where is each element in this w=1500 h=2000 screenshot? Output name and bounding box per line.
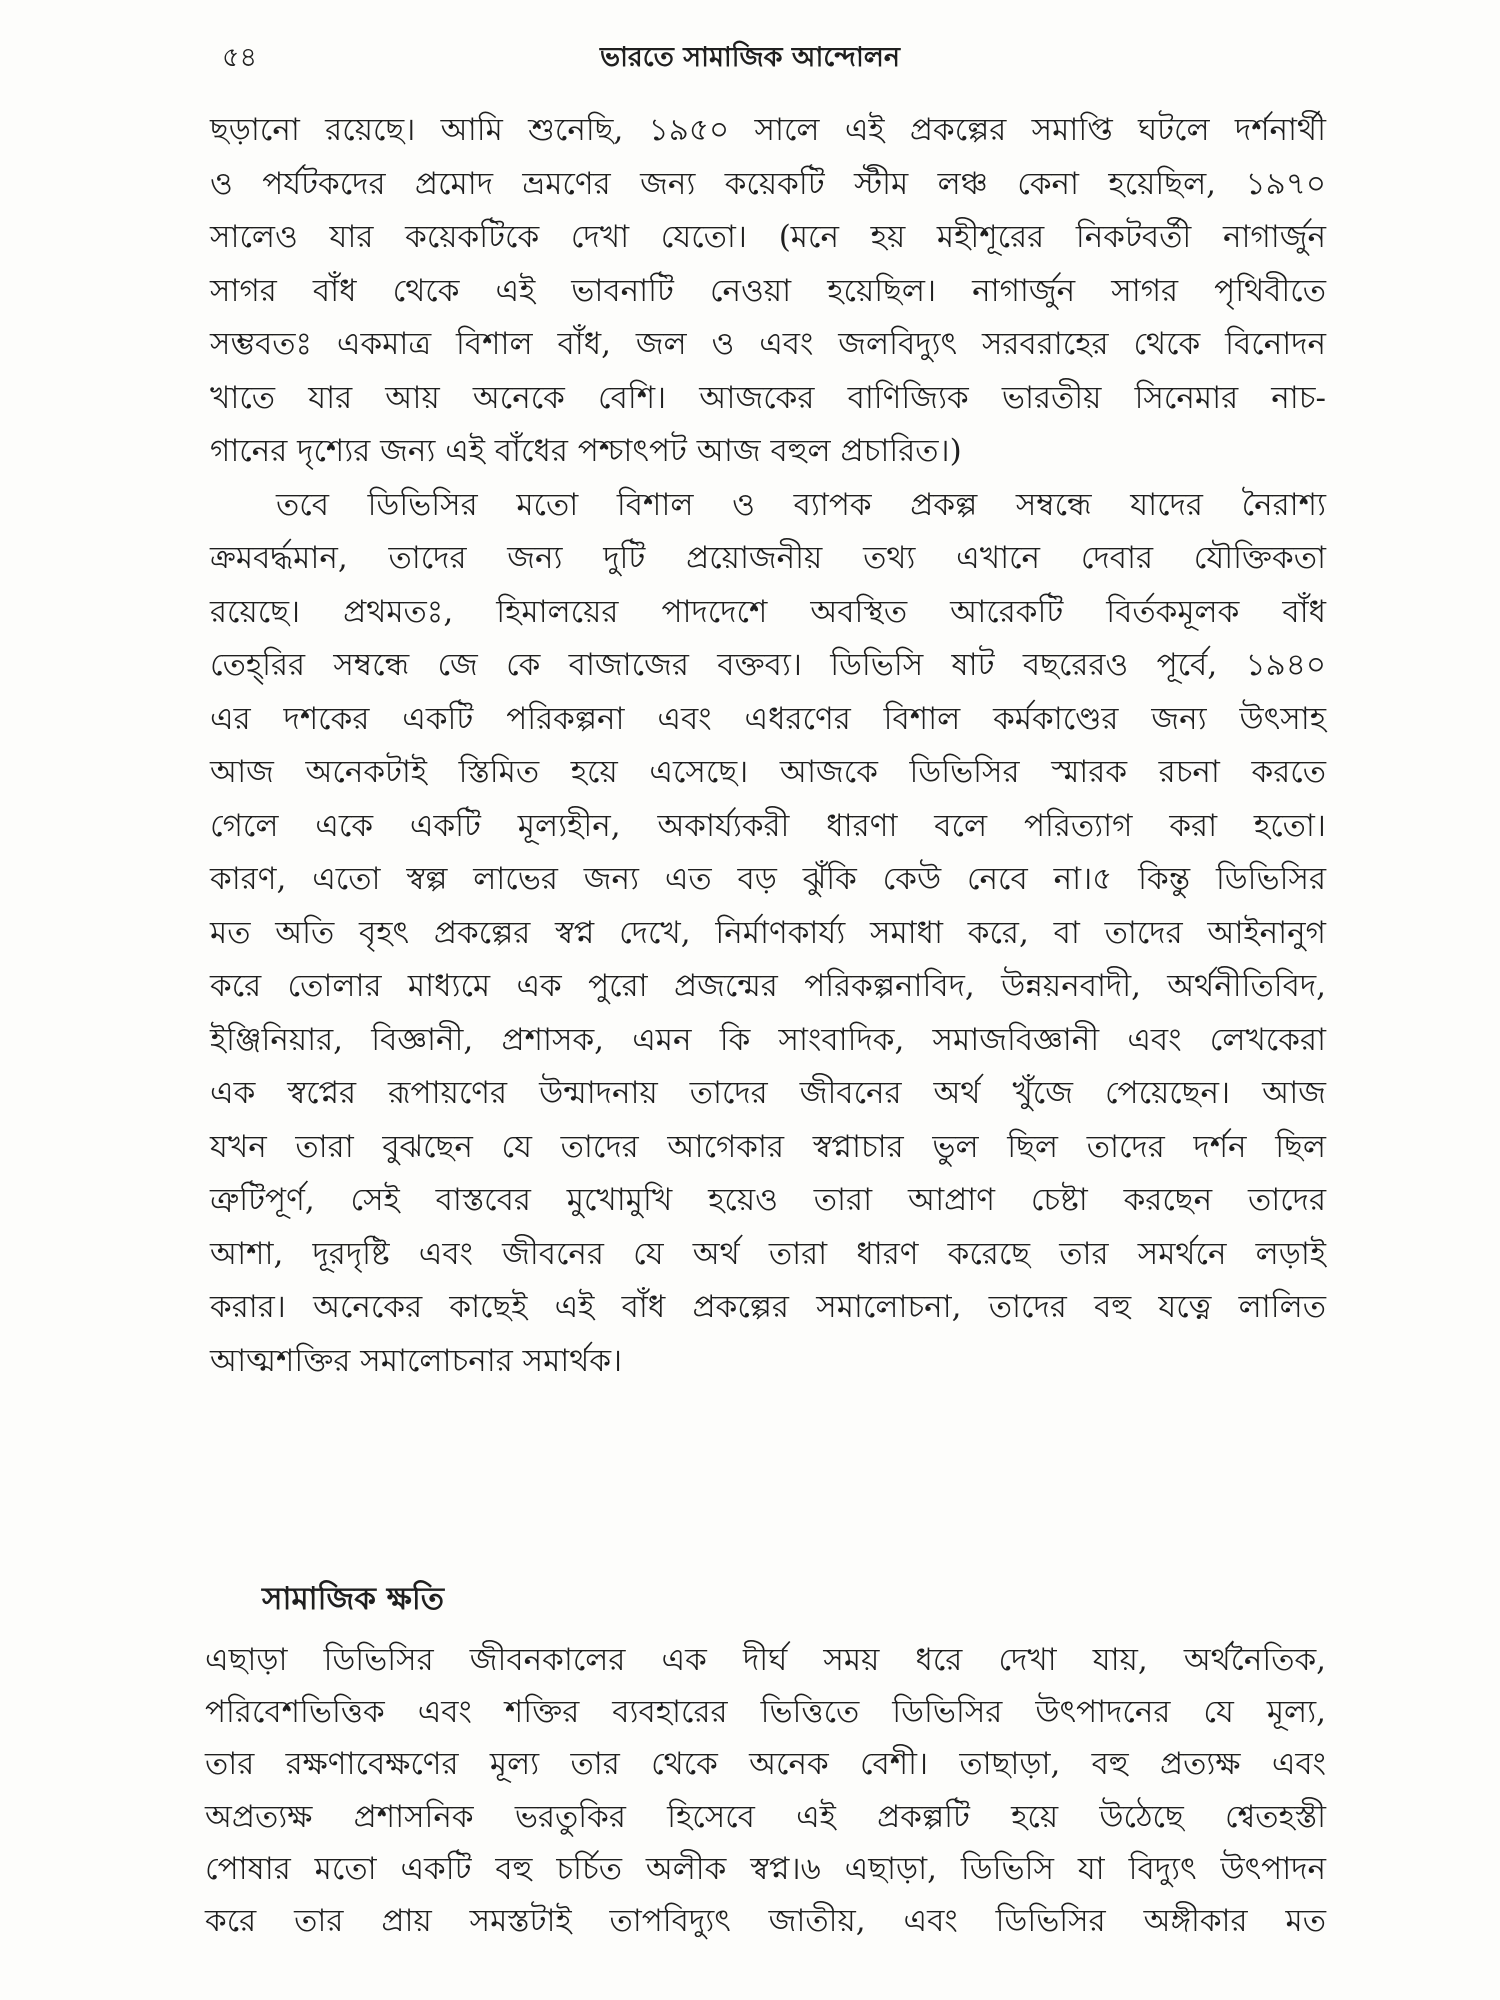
text-line: রয়েছে। প্রথমতঃ, হিমালয়ের পাদদেশে অবস্থিত আরেকটি বির্তকমূলক বাঁধ xyxy=(210,593,1326,630)
text-line: ত্রুটিপূর্ণ, সেই বাস্তবের মুখোমুখি হয়েও তারা আপ্রাণ চেষ্টা করছেন তাদের xyxy=(210,1182,1326,1218)
text-line: ক্রমবর্দ্ধমান, তাদের জন্য দুটি প্রয়োজনীয় তথ্য এখানে দেবার যৌক্তিকতা xyxy=(210,540,1326,576)
text-line: যখন তারা বুঝছেন যে তাদের আগেকার স্বপ্নাচার ভুল ছিল তাদের দর্শন ছিল xyxy=(210,1128,1326,1165)
section-paragraph xyxy=(205,1634,1326,1947)
text-line: তেহ্‌রির সম্বন্ধে জে কে বাজাজের বক্তব্য। ডিভিসি ষাট বছরেরও পূর্বে, ১৯৪০ xyxy=(210,647,1326,683)
text-line: ইঞ্জিনিয়ার, বিজ্ঞানী, প্রশাসক, এমন কি সাংবাদিক, সমাজবিজ্ঞানী এবং লেখকেরা xyxy=(210,1021,1326,1058)
text-line: আজ অনেকটাই স্তিমিত হয়ে এসেছে। আজকে ডিভিসির স্মারক রচনা করতে xyxy=(210,754,1326,790)
text-line: মত অতি বৃহৎ প্রকল্পের স্বপ্ন দেখে, নির্মাণকার্য্য সমাধা করে, বা তাদের আইনানুগ xyxy=(210,914,1326,951)
text-line: খাতে যার আয় অনেকে বেশি। আজকের বাণিজ্যিক ভারতীয় সিনেমার নাচ- xyxy=(210,379,1326,416)
text-line: সালেও যার কয়েকটিকে দেখা যেতো। (মনে হয় মহীশূরের নিকটবর্তী নাগার্জুন xyxy=(210,219,1326,255)
text-line: এক স্বপ্নের রূপায়ণের উন্মাদনায় তাদের জীবনের অর্থ খুঁজে পেয়েছেন। আজ xyxy=(210,1075,1326,1111)
text-line: পোষার মতো একটি বহু চর্চিত অলীক স্বপ্ন।৬ এছাড়া, ডিভিসি যা বিদ্যুৎ উৎপাদন xyxy=(205,1850,1326,1887)
text-line: তবে ডিভিসির মতো বিশাল ও ব্যাপক প্রকল্প সম্বন্ধে যাদের নৈরাশ্য xyxy=(276,486,1326,523)
text-line: করে তোলার মাধ্যমে এক পুরো প্রজন্মের পরিকল্পনাবিদ, উন্নয়নবাদী, অর্থনীতিবিদ, xyxy=(210,968,1326,1004)
page-number: ৫৪ xyxy=(222,42,258,73)
text-line: তার রক্ষণাবেক্ষণের মূল্য তার থেকে অনেক বেশী। তাছাড়া, বহু প্রত্যক্ষ এবং xyxy=(205,1746,1326,1783)
text-line: এর দশকের একটি পরিকল্পনা এবং এধরণের বিশাল কর্মকাণ্ডের জন্য উৎসাহ xyxy=(210,700,1326,737)
main-text xyxy=(210,104,1326,1388)
text-line: পরিবেশভিত্তিক এবং শক্তির ব্যবহারের ভিত্তিতে ডিভিসির উৎপাদনের যে মূল্য, xyxy=(205,1694,1326,1731)
running-title: ভারতে সামাজিক আন্দোলন xyxy=(599,42,901,73)
text-line: আত্মশক্তির সমালোচনার সমার্থক। xyxy=(210,1342,623,1379)
text-line: কারণ, এতো স্বল্প লাভের জন্য এত বড় ঝুঁকি কেউ নেবে না।৫ কিন্তু ডিভিসির xyxy=(210,861,1326,897)
text-line: সাগর বাঁধ থেকে এই ভাবনাটি নেওয়া হয়েছিল। নাগার্জুন সাগর পৃথিবীতে xyxy=(210,272,1326,309)
text-line: গেলে একে একটি মূল্যহীন, অকার্য্যকরী ধারণা বলে পরিত্যাগ করা হতো। xyxy=(210,807,1326,844)
text-line: ছড়ানো রয়েছে। আমি শুনেছি, ১৯৫০ সালে এই প্রকল্পের সমাপ্তি ঘটলে দর্শনার্থী xyxy=(210,112,1326,148)
text-line: অপ্রত্যক্ষ প্রশাসনিক ভরতুকির হিসেবে এই প্রকল্পটি হয়ে উঠেছে শ্বেতহস্তী xyxy=(205,1798,1326,1835)
text-line: আশা, দূরদৃষ্টি এবং জীবনের যে অর্থ তারা ধারণ করেছে তার সমর্থনে লড়াই xyxy=(210,1235,1326,1272)
text-line: গানের দৃশ্যের জন্য এই বাঁধের পশ্চাৎপট আজ বহুল প্রচারিত।) xyxy=(210,433,962,469)
paragraph-1 xyxy=(210,104,1326,479)
text-line: ও পর্যটকদের প্রমোদ ভ্রমণের জন্য কয়েকটি স্টীম লঞ্চ কেনা হয়েছিল, ১৯৭০ xyxy=(210,165,1326,202)
page-header xyxy=(0,38,1500,78)
paragraph-2 xyxy=(210,479,1326,1389)
text-line: সম্ভবতঃ একমাত্র বিশাল বাঁধ, জল ও এবং জলবিদ্যুৎ সরবরাহের থেকে বিনোদন xyxy=(210,326,1326,362)
text-line: করার। অনেকের কাছেই এই বাঁধ প্রকল্পের সমালোচনা, তাদের বহু যত্নে লালিত xyxy=(210,1289,1326,1325)
text-line: এছাড়া ডিভিসির জীবনকালের এক দীর্ঘ সময় ধরে দেখা যায়, অর্থনৈতিক, xyxy=(205,1642,1326,1678)
text-line: করে তার প্রায় সমস্তটাই তাপবিদ্যুৎ জাতীয়, এবং ডিভিসির অঙ্গীকার মত xyxy=(205,1902,1326,1939)
section-heading: সামাজিক ক্ষতি xyxy=(262,1581,444,1617)
